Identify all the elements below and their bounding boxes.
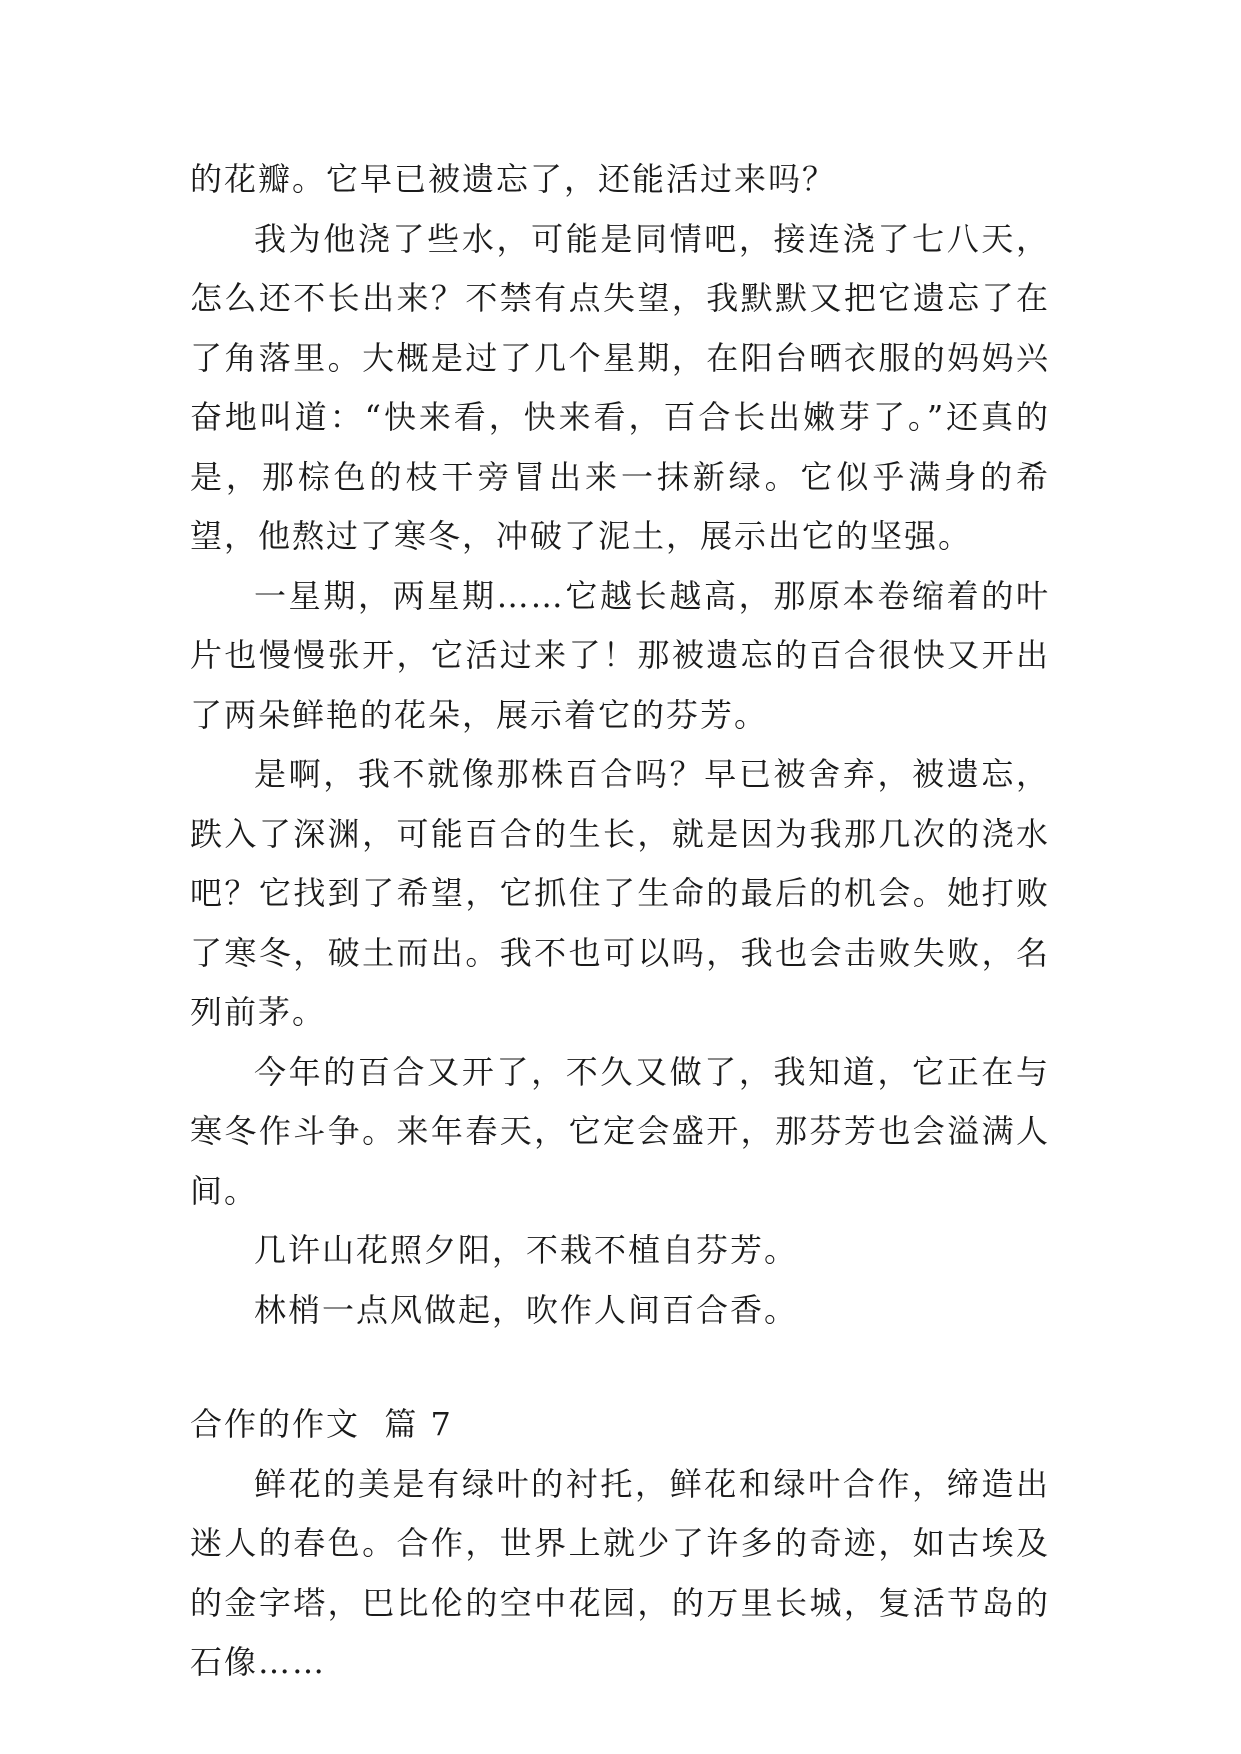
paragraph-this-year: 今年的百合又开了，不久又做了，我知道，它正在与寒冬作斗争。来年春天，它定会盛开，那芬芳也会溢满人间。 bbox=[190, 1052, 1050, 1210]
document-body bbox=[190, 150, 1050, 1693]
paragraph-lily-grows: 一星期，两星期……它越长越高，那原本卷缩着的叶片也慢慢张开，它活过来了！那被遗忘的百合很快又开出了两朵鲜艳的花朵，展示着它的芬芳。 bbox=[190, 576, 1050, 734]
section-spacer bbox=[190, 1340, 1050, 1395]
paragraph-reflection: 是啊，我不就像那株百合吗？早已被舍弃，被遗忘，跌入了深渊，可能百合的生长，就是因为我那几次的浇水吧？它找到了希望，它抓住了生命的最后的机会。她打败了寒冬，破土而出。我不也可以吗，我也会击败失败，名列前茅。 bbox=[190, 755, 1050, 1031]
poem-line-1: 几许山花照夕阳，不栽不植自芬芳。 bbox=[254, 1231, 799, 1269]
paragraph-continuation: 的花瓣。它早已被遗忘了，还能活过来吗？ bbox=[190, 160, 837, 198]
paragraph-watering-lily: 我为他浇了些水，可能是同情吧，接连浇了七八天，怎么还不长出来？不禁有点失望，我默默又把它遗忘了在了角落里。大概是过了几个星期，在阳台晒衣服的妈妈兴奋地叫道：“快来看，快来看，百合长出嫩芽了。”还真的是，那棕色的枝干旁冒出来一抹新绿。它似乎满身的希望，他熬过了寒冬，冲破了泥土，展示出它的坚强。 bbox=[190, 219, 1050, 555]
poem-line-2: 林梢一点风做起，吹作人间百合香。 bbox=[254, 1290, 799, 1329]
section-title: 合作的作文 篇 7 bbox=[190, 1405, 453, 1443]
paragraph-cooperation: 鲜花的美是有绿叶的衬托，鲜花和绿叶合作，缔造出迷人的春色。合作，世界上就少了许多的奇迹，如古埃及的金字塔，巴比伦的空中花园，的万里长城，复活节岛的石像…… bbox=[190, 1464, 1050, 1681]
